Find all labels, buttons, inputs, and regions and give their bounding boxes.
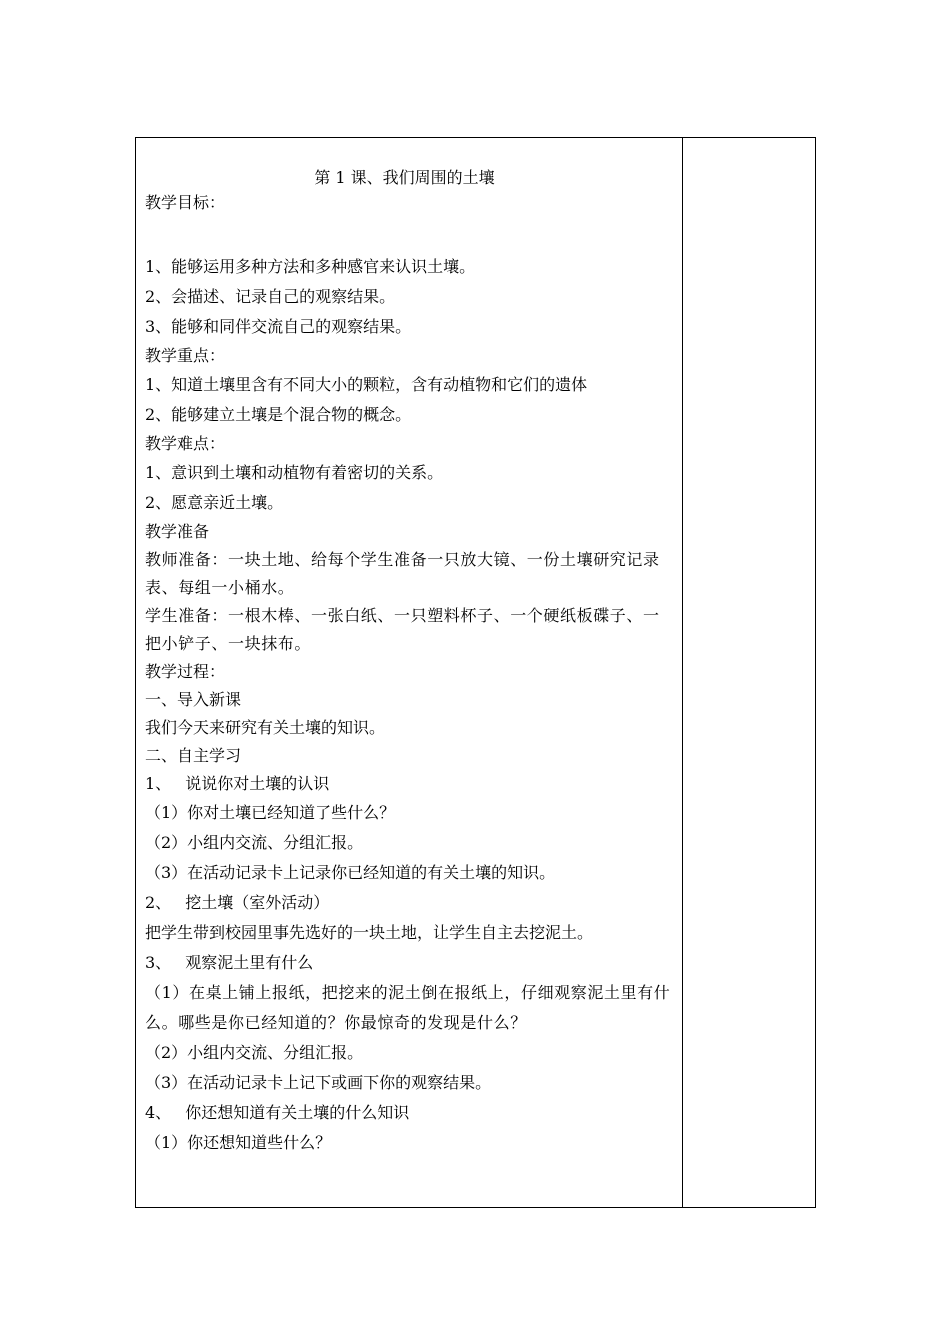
process-heading: 教学过程： [145, 662, 226, 681]
step-item: （2）小组内交流、分组汇报。 [145, 1043, 364, 1062]
objective-item: 3、能够和同伴交流自己的观察结果。 [145, 317, 412, 336]
objective-item: 1、能够运用多种方法和多种感官来认识土壤。 [145, 257, 476, 276]
part-heading: 二、自主学习 [145, 746, 242, 765]
blank-line [145, 218, 676, 252]
step-heading [145, 888, 676, 918]
part-heading: 一、导入新课 [145, 690, 242, 709]
step-number: 2、 [145, 893, 172, 912]
step-item: （3）在活动记录卡上记下或画下你的观察结果。 [145, 1073, 492, 1092]
key-point-item: 2、能够建立土壤是个混合物的概念。 [145, 405, 412, 424]
difficulty-item: 1、意识到土壤和动植物有着密切的关系。 [145, 463, 444, 482]
step-number: 1、 [145, 774, 172, 793]
step-item: （3）在活动记录卡上记录你已经知道的有关土壤的知识。 [145, 863, 556, 882]
step-number: 3、 [145, 953, 172, 972]
step-text: 你还想知道有关土壤的什么知识 [185, 1103, 410, 1122]
step-heading [145, 770, 676, 798]
lesson-plan-table [135, 137, 816, 1208]
objectives-heading: 教学目标： [145, 193, 226, 212]
step-item: （1）你对土壤已经知道了些什么？ [145, 803, 396, 822]
student-preparation: 学生准备：一根木棒、一张白纸、一只塑料杯子、一个硬纸板碟子、一把小铲子、一块抹布。 [145, 606, 660, 653]
step-number: 4、 [145, 1103, 172, 1122]
step-heading [145, 1098, 676, 1128]
lesson-content-cell [136, 138, 683, 1207]
difficulty-item: 2、愿意亲近土壤。 [145, 493, 284, 512]
step-heading [145, 948, 676, 978]
objective-item: 2、会描述、记录自己的观察结果。 [145, 287, 396, 306]
step-item: （1）在桌上铺上报纸，把挖来的泥土倒在报纸上，仔细观察泥土里有什么。哪些是你已经知道的？你最惊奇的发现是什么？ [145, 983, 671, 1032]
key-point-item: 1、知道土壤里含有不同大小的颗粒，含有动植物和它们的遗体 [145, 375, 588, 394]
teacher-preparation: 教师准备：一块土地、给每个学生准备一只放大镜、一份土壤研究记录表、每组一小桶水。 [145, 550, 660, 597]
step-item: （2）小组内交流、分组汇报。 [145, 833, 364, 852]
step-description: 把学生带到校园里事先选好的一块土地，让学生自主去挖泥土。 [145, 923, 594, 942]
step-text: 观察泥土里有什么 [185, 953, 314, 972]
part-text: 我们今天来研究有关土壤的知识。 [145, 718, 386, 737]
key-points-heading: 教学重点： [145, 346, 226, 365]
step-item: （1）你还想知道些什么？ [145, 1133, 332, 1152]
step-text: 挖土壤（室外活动） [185, 893, 330, 912]
step-text: 说说你对土壤的认识 [185, 774, 330, 793]
notes-cell [683, 138, 815, 1207]
lesson-title: 第 1 课、我们周围的土壤 [314, 168, 495, 187]
preparation-heading: 教学准备 [145, 522, 210, 541]
difficulties-heading: 教学难点： [145, 434, 226, 453]
